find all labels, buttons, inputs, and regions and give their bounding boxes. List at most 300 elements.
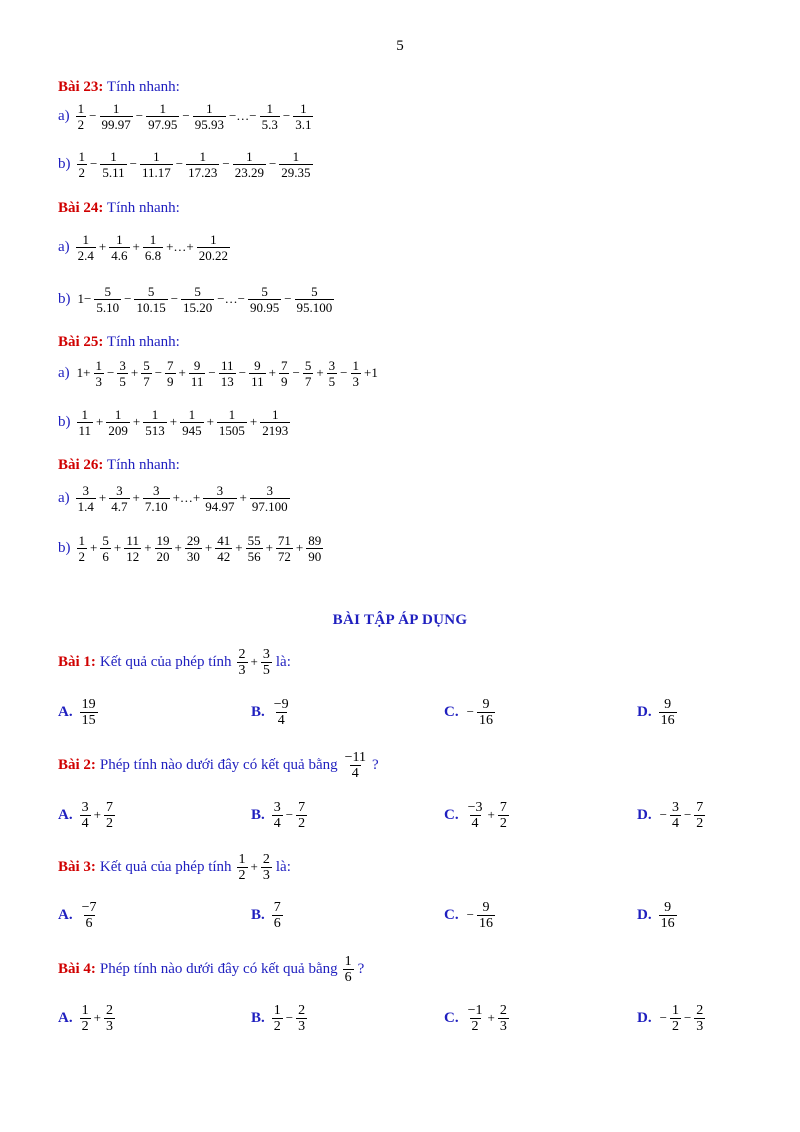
fraction-denominator: 2 — [471, 1018, 479, 1034]
question-3-option-d[interactable] — [637, 895, 678, 935]
fraction-denominator: 2 — [499, 815, 507, 831]
question-suffix: ? — [372, 756, 379, 773]
fraction-numerator: 7 — [167, 357, 174, 373]
fraction — [249, 358, 266, 389]
math-operator: +1 — [364, 365, 378, 380]
math-operator: − — [238, 365, 247, 380]
fraction — [296, 1003, 307, 1034]
fraction-numerator: 1 — [151, 406, 159, 422]
fraction-denominator: 513 — [145, 422, 165, 438]
math-operator: + — [265, 540, 273, 555]
fraction-numerator: 1 — [292, 148, 300, 164]
fraction-denominator: 20 — [156, 548, 170, 564]
fraction-denominator: 97.95 — [148, 116, 178, 132]
fraction-numerator: 1 — [112, 100, 120, 116]
math-operator: + — [250, 859, 258, 874]
item-tag: a) — [58, 364, 70, 381]
fraction-numerator: 1 — [188, 406, 196, 422]
fraction-denominator: 3 — [352, 373, 359, 389]
math-operator: + — [90, 540, 98, 555]
fraction-numerator: 1 — [199, 148, 206, 164]
problem-23a-expression — [58, 98, 314, 134]
fraction-numerator: 1 — [95, 357, 102, 373]
fraction-numerator: 1 — [266, 100, 273, 116]
fraction-denominator: 56 — [247, 548, 261, 564]
fraction — [186, 149, 219, 180]
problem-instruction: Tính nhanh: — [106, 200, 180, 216]
fraction-denominator: 209 — [108, 422, 128, 438]
problem-26a-expression — [58, 480, 291, 516]
math-operator: + — [235, 540, 243, 555]
fraction-denominator: 7.10 — [144, 498, 168, 514]
problem-instruction: Tính nhanh: — [106, 457, 180, 473]
fraction — [293, 101, 313, 132]
fraction — [100, 149, 126, 180]
fraction — [80, 697, 98, 728]
math-operator: + — [487, 1010, 495, 1025]
fraction-numerator: 9 — [482, 899, 490, 915]
fraction-denominator: 42 — [217, 548, 231, 564]
fraction-numerator: 3 — [81, 799, 89, 815]
option-letter: A. — [58, 1009, 73, 1026]
math-operator: + — [93, 1010, 101, 1025]
fraction-numerator: 55 — [247, 532, 261, 548]
math-operator: − — [285, 807, 294, 822]
fraction-denominator: 3 — [105, 1018, 113, 1034]
fraction — [80, 900, 99, 931]
option-letter: A. — [58, 703, 73, 720]
fraction-numerator: 3 — [119, 357, 126, 373]
question-2-option-b[interactable] — [251, 795, 308, 835]
fraction-denominator: 6 — [344, 969, 352, 985]
fraction-denominator: 72 — [277, 548, 291, 564]
fraction — [272, 800, 283, 831]
fraction — [237, 852, 248, 883]
option-letter: B. — [251, 1009, 265, 1026]
fraction — [217, 407, 247, 438]
fraction-numerator: 3 — [216, 482, 224, 498]
fraction-numerator: 5 — [261, 283, 268, 299]
fraction-numerator: 1 — [78, 532, 85, 548]
math-operator: −…− — [217, 291, 245, 306]
fraction-denominator: 90.95 — [249, 299, 280, 315]
fraction-numerator: 9 — [482, 696, 490, 712]
fraction-denominator: 7 — [304, 373, 312, 389]
fraction — [76, 483, 96, 514]
fraction-denominator: 10.15 — [136, 299, 166, 315]
fraction-numerator: 7 — [499, 799, 507, 815]
option-letter: D. — [637, 806, 652, 823]
fraction — [248, 284, 281, 315]
fraction — [106, 407, 130, 438]
fraction — [343, 954, 354, 985]
math-operator: + — [174, 540, 182, 555]
fraction-numerator: 1 — [77, 100, 85, 116]
fraction-denominator: 17.23 — [188, 164, 218, 180]
math-operator: + — [249, 414, 258, 429]
fraction-numerator: −1 — [467, 1002, 483, 1018]
fraction — [250, 483, 290, 514]
fraction-denominator: 23.29 — [234, 164, 264, 180]
fraction — [276, 533, 293, 564]
fraction-denominator: 6.8 — [144, 247, 162, 263]
question-text: Kết quả của phép tính — [99, 653, 232, 670]
fraction-numerator: 3 — [328, 357, 336, 373]
question-text: Phép tính nào dưới đây có kết quả bằng — [99, 960, 338, 977]
math-operator: − — [222, 156, 230, 171]
fraction-numerator: 19 — [156, 532, 170, 548]
fraction-numerator: 2 — [238, 646, 246, 662]
fraction — [466, 1003, 485, 1034]
fraction — [261, 647, 272, 678]
item-tag: b) — [58, 290, 71, 307]
fraction-numerator: 1 — [82, 231, 90, 247]
fraction-denominator: 2 — [238, 867, 246, 883]
problem-26-heading — [58, 456, 180, 474]
math-operator: + — [98, 490, 107, 505]
fraction-numerator: 2 — [696, 1002, 704, 1018]
fraction — [76, 101, 87, 132]
question-2-option-c[interactable] — [444, 795, 510, 835]
question-2-option-a[interactable] — [58, 795, 116, 835]
option-letter: B. — [251, 703, 265, 720]
question-3-option-a[interactable] — [58, 895, 100, 935]
fraction-denominator: 12 — [126, 548, 140, 564]
fraction — [197, 232, 230, 263]
fraction-denominator: 11 — [190, 373, 204, 389]
fraction-numerator: −3 — [467, 799, 483, 815]
question-label: Bài 3: — [58, 858, 96, 875]
fraction — [146, 101, 179, 132]
fraction — [143, 407, 167, 438]
fraction — [109, 232, 129, 263]
math-operator: − — [89, 108, 97, 123]
fraction-denominator: 3 — [499, 1018, 507, 1034]
fraction — [134, 284, 167, 315]
fraction — [327, 358, 338, 389]
fraction-denominator: 4.6 — [111, 247, 128, 263]
question-label: Bài 1: — [58, 653, 96, 670]
math-operator: + — [113, 540, 122, 555]
fraction-numerator: 2 — [105, 1002, 113, 1018]
problem-25b-expression — [58, 404, 291, 440]
fraction — [351, 358, 362, 389]
fraction-denominator: 15.20 — [183, 299, 213, 315]
fraction-numerator: 1 — [206, 100, 213, 116]
fraction — [279, 149, 312, 180]
fraction-numerator: 3 — [262, 646, 270, 662]
fraction-denominator: 1.4 — [77, 498, 94, 514]
math-operator: − — [282, 108, 291, 123]
fraction-denominator: 1505 — [218, 422, 245, 438]
fraction — [165, 358, 176, 389]
fraction — [124, 533, 141, 564]
fraction-denominator: 11 — [78, 422, 92, 438]
fraction — [306, 533, 323, 564]
fraction-numerator: 1 — [273, 1002, 281, 1018]
question-4-option-c[interactable] — [444, 998, 510, 1038]
fraction — [261, 852, 272, 883]
question-3-option-b[interactable] — [251, 895, 284, 935]
option-letter: B. — [251, 906, 265, 923]
problem-24b-expression — [58, 281, 335, 317]
fraction-denominator: 5 — [262, 662, 270, 678]
fraction-numerator: 41 — [217, 532, 231, 548]
fraction-numerator: 9 — [664, 696, 672, 712]
fraction-denominator: 95.93 — [194, 116, 224, 132]
fraction-numerator: 1 — [116, 231, 123, 247]
fraction-denominator: 2 — [81, 1018, 89, 1034]
fraction-denominator: 5.11 — [102, 164, 125, 180]
fraction-denominator: 4 — [471, 815, 479, 831]
fraction-numerator: 1 — [81, 406, 89, 422]
fraction — [143, 232, 163, 263]
math-operator: − — [659, 1010, 667, 1025]
question-text: Phép tính nào dưới đây có kết quả bằng — [99, 756, 338, 773]
fraction — [80, 800, 91, 831]
fraction — [272, 697, 291, 728]
fraction — [296, 800, 307, 831]
math-operator: − — [154, 365, 163, 380]
item-tag: a) — [58, 238, 70, 255]
fraction — [193, 101, 226, 132]
fraction-numerator: 5 — [147, 283, 155, 299]
question-1-option-d[interactable] — [637, 692, 678, 732]
math-operator: − — [182, 108, 190, 123]
fraction-denominator: 90 — [308, 548, 322, 564]
problem-label: Bài 23: — [58, 79, 104, 95]
fraction-denominator: 2 — [696, 815, 704, 831]
fraction-numerator: 1 — [272, 406, 279, 422]
fraction-numerator: −11 — [344, 749, 366, 765]
math-operator: + — [295, 540, 304, 555]
fraction — [180, 407, 204, 438]
item-tag: a) — [58, 107, 70, 124]
fraction-denominator: 2 — [78, 164, 85, 180]
fraction — [100, 533, 111, 564]
fraction — [203, 483, 236, 514]
fraction-denominator: 13 — [220, 373, 234, 389]
math-operator: − — [170, 291, 179, 306]
fraction — [498, 800, 509, 831]
fraction — [94, 358, 105, 389]
math-operator: + — [268, 365, 276, 380]
question-2-option-d[interactable] — [637, 795, 706, 835]
math-operator: +…+ — [172, 490, 201, 505]
fraction-numerator: 3 — [152, 482, 160, 498]
math-operator: + — [316, 365, 324, 380]
fraction-denominator: 2.4 — [77, 247, 94, 263]
math-operator: + — [169, 414, 178, 429]
fraction-numerator: 1 — [352, 357, 359, 373]
math-operator: − — [175, 156, 184, 171]
fraction — [80, 1003, 91, 1034]
fraction — [343, 750, 368, 781]
question-3-option-c[interactable] — [444, 895, 496, 935]
question-3 — [58, 847, 291, 887]
math-operator: − — [285, 1010, 294, 1025]
question-suffix: ? — [357, 960, 365, 977]
question-1-option-c[interactable] — [444, 692, 496, 732]
question-label: Bài 2: — [58, 756, 96, 773]
fraction-numerator: 1 — [159, 100, 166, 116]
fraction — [272, 900, 283, 931]
question-4-option-b[interactable] — [251, 998, 308, 1038]
fraction-denominator: 6 — [102, 548, 109, 564]
fraction — [219, 358, 236, 389]
problem-instruction: Tính nhanh: — [106, 79, 180, 95]
fraction-denominator: 4 — [671, 815, 679, 831]
fraction-numerator: 3 — [273, 799, 281, 815]
problem-instruction: Tính nhanh: — [106, 334, 180, 350]
fraction-denominator: 15 — [81, 712, 96, 728]
fraction-denominator: 11 — [251, 373, 264, 389]
math-operator: − — [683, 807, 692, 822]
fraction-denominator: 3 — [95, 373, 102, 389]
fraction-denominator: 94.97 — [205, 498, 235, 514]
fraction-numerator: −7 — [81, 899, 97, 915]
fraction — [498, 1003, 509, 1034]
fraction-denominator: 4 — [277, 712, 285, 728]
question-4-option-a[interactable] — [58, 998, 116, 1038]
fraction — [143, 483, 170, 514]
fraction-numerator: 7 — [696, 799, 704, 815]
fraction-numerator: 1 — [300, 100, 307, 116]
fraction-denominator: 97.100 — [251, 498, 288, 514]
question-1 — [58, 642, 291, 682]
math-operator: − — [466, 704, 474, 719]
fraction-denominator: 16 — [660, 915, 675, 931]
fraction-numerator: 1 — [238, 851, 246, 867]
option-letter: B. — [251, 806, 265, 823]
fraction-denominator: 9 — [280, 373, 288, 389]
math-operator: − — [129, 156, 137, 171]
question-suffix: là: — [275, 653, 291, 670]
fraction — [477, 697, 495, 728]
fraction — [100, 101, 133, 132]
fraction — [303, 358, 314, 389]
option-letter: D. — [637, 1009, 652, 1026]
option-letter: A. — [58, 806, 73, 823]
question-suffix: là: — [275, 858, 291, 875]
fraction — [670, 800, 681, 831]
fraction-numerator: 3 — [82, 482, 90, 498]
fraction — [189, 358, 206, 389]
fraction-numerator: 7 — [105, 799, 113, 815]
problem-25-heading — [58, 333, 180, 351]
problem-label: Bài 25: — [58, 334, 104, 350]
fraction-denominator: 4 — [351, 765, 359, 781]
fraction-denominator: 5.10 — [96, 299, 120, 315]
fraction-denominator: 2 — [273, 1018, 281, 1034]
problem-23b-expression — [58, 146, 314, 182]
math-operator: + — [98, 239, 107, 254]
fraction-denominator: 3 — [262, 867, 270, 883]
fraction-numerator: 7 — [273, 899, 281, 915]
fraction — [237, 647, 248, 678]
fraction-denominator: 4.7 — [111, 498, 128, 514]
item-tag: b) — [58, 155, 71, 172]
option-letter: C. — [444, 703, 459, 720]
fraction — [77, 407, 94, 438]
fraction — [233, 149, 266, 180]
option-letter: C. — [444, 906, 459, 923]
question-text: Kết quả của phép tính — [99, 858, 232, 875]
question-4-option-d[interactable] — [637, 998, 706, 1038]
item-tag: b) — [58, 413, 71, 430]
fraction — [279, 358, 290, 389]
fraction-numerator: 19 — [81, 696, 96, 712]
problem-24-heading — [58, 199, 180, 217]
option-letter: C. — [444, 806, 459, 823]
math-operator: + — [144, 540, 152, 555]
fraction-numerator: 5 — [311, 283, 318, 299]
page-number: 5 — [396, 38, 404, 54]
fraction-denominator: 945 — [182, 422, 202, 438]
fraction-numerator: 1 — [344, 953, 352, 969]
fraction — [76, 232, 96, 263]
option-letter: D. — [637, 906, 652, 923]
fraction-denominator: 11.17 — [141, 164, 171, 180]
fraction — [140, 149, 173, 180]
fraction — [104, 1003, 115, 1034]
fraction-denominator: 16 — [478, 915, 493, 931]
fraction-denominator: 16 — [478, 712, 493, 728]
math-operator: − — [124, 291, 132, 306]
fraction-numerator: 1 — [228, 406, 236, 422]
problem-26b-expression — [58, 530, 324, 566]
fraction-denominator: 20.22 — [198, 247, 229, 263]
fraction-denominator: 4 — [273, 815, 281, 831]
question-1-option-a[interactable] — [58, 692, 99, 732]
math-operator: − — [208, 365, 216, 380]
fraction-numerator: 5 — [143, 357, 150, 373]
fraction — [215, 533, 232, 564]
fraction — [181, 284, 214, 315]
fraction-denominator: 3 — [696, 1018, 704, 1034]
fraction — [155, 533, 172, 564]
fraction — [246, 533, 263, 564]
question-label: Bài 4: — [58, 960, 96, 977]
option-letter: A. — [58, 906, 73, 923]
fraction-denominator: 2 — [77, 116, 85, 132]
fraction — [272, 1003, 283, 1034]
option-letter: C. — [444, 1009, 459, 1026]
problem-24a-expression — [58, 229, 231, 265]
fraction — [109, 483, 129, 514]
math-operator: + — [178, 365, 186, 380]
math-operator: + — [250, 654, 258, 669]
fraction-numerator: 3 — [266, 482, 273, 498]
item-tag: b) — [58, 539, 71, 556]
math-operator: 1+ — [76, 365, 91, 380]
question-1-option-b[interactable] — [251, 692, 292, 732]
fraction-numerator: 2 — [262, 851, 270, 867]
fraction-denominator: 5 — [119, 373, 126, 389]
math-operator: +…+ — [166, 239, 194, 254]
math-operator: − — [135, 108, 144, 123]
math-operator: + — [206, 414, 214, 429]
fraction-numerator: 9 — [193, 357, 201, 373]
fraction-numerator: 11 — [220, 357, 234, 373]
fraction-denominator: 99.97 — [101, 116, 131, 132]
problem-label: Bài 26: — [58, 457, 104, 473]
math-operator: − — [292, 365, 300, 380]
fraction-denominator: 29.35 — [281, 164, 311, 180]
fraction-denominator: 3 — [298, 1018, 306, 1034]
fraction — [694, 1003, 705, 1034]
item-tag: a) — [58, 489, 70, 506]
